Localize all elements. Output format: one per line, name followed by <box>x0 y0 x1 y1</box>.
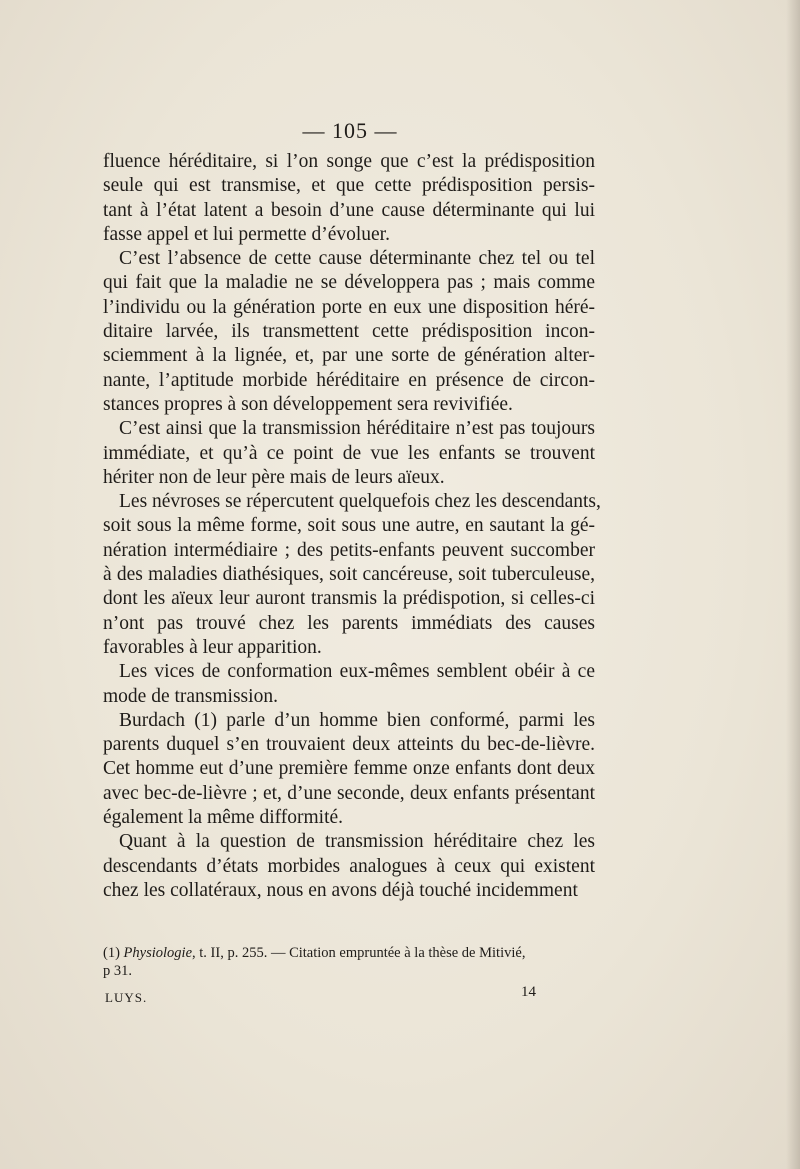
footnote-citation: , t. II, p. 255. — Citation empruntée à la thèse de Mitivié, <box>192 945 526 961</box>
paragraph <box>103 490 601 660</box>
text-line: favorables à leur apparition. <box>103 636 322 658</box>
paragraph <box>103 709 595 830</box>
text-line: hériter non de leur père mais de leurs aïeux. <box>103 466 445 488</box>
text-line: immédiate, et qu’à ce point de vue les enfants se trouvent <box>103 442 595 464</box>
paragraph <box>103 660 595 709</box>
text-line: descendants d’états morbides analogues à ceux qui existent <box>103 855 595 877</box>
page-edge-shadow <box>786 0 800 1169</box>
text-line: C’est l’absence de cette cause déterminante chez tel ou tel <box>119 248 595 270</box>
text-line: l’individu ou la génération porte en eux une disposition héré- <box>103 296 595 318</box>
text-line: fluence héréditaire, si l’on songe que c’est la prédisposition <box>103 151 595 172</box>
page-number: — 105 — <box>302 118 398 143</box>
text-line: également la même difformité. <box>103 807 344 829</box>
text-line: Quant à la question de transmission héréditaire chez les <box>119 831 595 853</box>
paragraph <box>103 247 595 417</box>
footnote-title: Physiologie <box>123 945 193 961</box>
sheet-number: 14 <box>521 984 536 1000</box>
text-line: sciemment à la lignée, et, par une sorte de génération alter- <box>103 345 595 367</box>
text-line: Les névroses se répercutent quelquefois chez les descendants, <box>119 491 601 513</box>
text-line: parents duquel s’en trouvaient deux atteints du bec-de-lièvre. <box>103 734 595 756</box>
text-line: avec bec-de-lièvre ; et, d’une seconde, deux enfants présentant <box>103 782 595 804</box>
paragraph <box>103 830 595 903</box>
footnote-line-2: p 31. <box>103 963 132 979</box>
text-line: Cet homme eut d’une première femme onze enfants dont deux <box>103 758 595 780</box>
text-line: à des maladies diathésiques, soit cancéreuse, soit tuberculeuse, <box>103 564 595 586</box>
footnote <box>103 944 595 980</box>
text-line: C’est ainsi que la transmission héréditaire n’est pas toujours <box>119 418 595 440</box>
text-line: mode de transmission. <box>103 685 278 707</box>
text-line: dont les aïeux leur auront transmis la prédispotion, si celles-ci <box>103 588 595 610</box>
text-line: nération intermédiaire ; des petits-enfants peuvent succomber <box>103 539 595 561</box>
footnote-marker: (1) <box>103 945 124 961</box>
text-line: chez les collatéraux, nous en avons déjà touché incidemment <box>103 879 578 901</box>
text-line: qui fait que la maladie ne se développera pas ; mais comme <box>103 272 595 294</box>
text-line: seule qui est transmise, et que cette prédisposition persis- <box>103 175 595 197</box>
text-line: fasse appel et lui permette d’évoluer. <box>103 223 390 245</box>
footnote-line <box>103 944 595 962</box>
text-line: nante, l’aptitude morbide héréditaire en présence de circon- <box>103 369 595 391</box>
text-line: ditaire larvée, ils transmettent cette prédisposition incon- <box>103 321 595 343</box>
text-line: Burdach (1) parle d’un homme bien conformé, parmi les <box>119 709 595 731</box>
text-line: Les vices de conformation eux-mêmes semblent obéir à ce <box>119 661 595 683</box>
body-text <box>103 150 601 903</box>
paragraph <box>103 150 595 247</box>
text-line: soit sous la même forme, soit sous une autre, en sautant la gé- <box>103 515 595 537</box>
text-line: n’ont pas trouvé chez les parents immédiats des causes <box>103 612 595 634</box>
text-line: stances propres à son développement sera revivifiée. <box>103 393 513 415</box>
paragraph <box>103 417 595 490</box>
text-line: tant à l’état latent a besoin d’une cause déterminante qui lui <box>103 199 595 221</box>
printer-signature: LUYS. <box>105 990 148 1005</box>
